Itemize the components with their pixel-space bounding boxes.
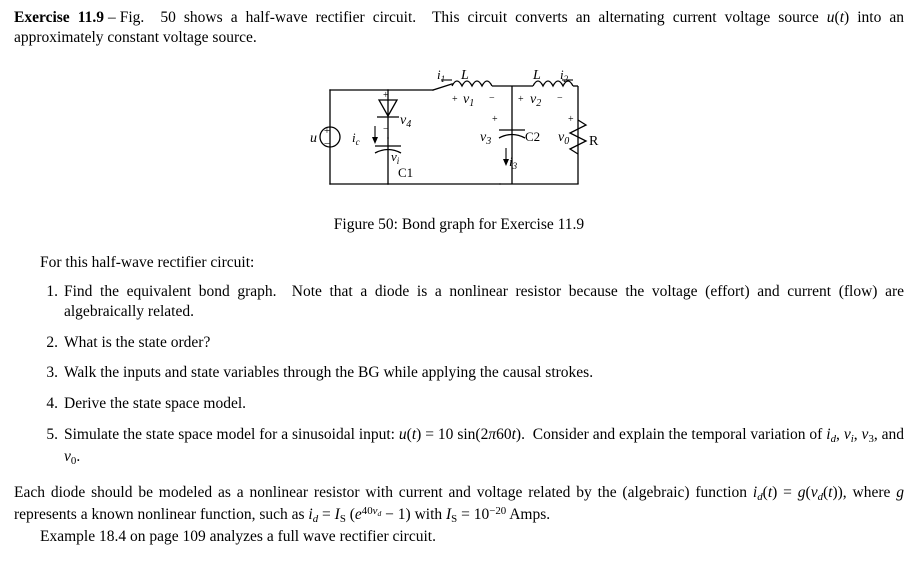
exercise-intro [14, 8, 904, 48]
closing-paragraph [14, 483, 904, 547]
intro-text: Fig. 50 shows a half-wave rectifier circuit. This circuit converts an alternating current voltage source u(t) into an approximately constant voltage source. [14, 9, 905, 46]
label-v4: $v_4$ [400, 113, 412, 130]
label-u: u [310, 131, 317, 146]
label-i2: $i_2$ [560, 67, 569, 84]
list-item [38, 282, 904, 322]
label-c2-plus: + [492, 114, 498, 125]
svg-text:+: + [323, 125, 331, 137]
label-ic: $i_c$ [352, 130, 360, 147]
label-v0: $v_0$ [558, 130, 570, 147]
source-polarity [324, 125, 330, 150]
list-item-number: 1. [46, 283, 58, 300]
circuit-svg [0, 62, 918, 212]
label-v1-minus: − [489, 93, 495, 104]
exercise-label: Exercise 11.9 [14, 9, 104, 26]
label-v1: $v_1$ [463, 92, 475, 109]
intro-dash: – [107, 9, 116, 26]
label-v2-minus: − [557, 93, 563, 104]
label-v3: $v_3$ [480, 130, 492, 147]
label-vi: $v_i$ [391, 149, 400, 166]
label-v2-plus: + [518, 94, 524, 105]
list-item-number: 4. [46, 395, 58, 413]
list-item [38, 394, 904, 414]
label-r: R [589, 134, 599, 149]
closing-line-3: Example 18.4 on page 109 analyzes a full wave rectifier circuit. [40, 527, 436, 545]
list-item-text: Derive the state space model. [64, 395, 247, 413]
list-item [38, 363, 904, 383]
label-i3: $i_3$ [509, 154, 518, 171]
label-l1: L [461, 68, 469, 83]
list-item-number: 3. [46, 364, 58, 382]
label-i1: $i_1$ [437, 67, 446, 84]
label-l2: L [533, 68, 541, 83]
label-diode-plus: + [383, 90, 389, 101]
label-v0-plus: + [568, 114, 574, 125]
svg-text:−: − [323, 138, 331, 150]
list-item [38, 425, 904, 469]
figure-labels [310, 67, 599, 180]
list-item-text: Simulate the state space model for a sinusoidal input: u(t) = 10 sin(2π60t). Consider and explain the temporal variation of $i_d$, $v_i$, $v_3$, and $v_0$. [64, 426, 905, 468]
label-c2: C2 [525, 129, 541, 144]
circuit-figure [0, 62, 918, 212]
list-item-text: Find the equivalent bond graph. Note that a diode is a nonlinear resistor because the voltage (effort) and current (flow) are algebraically related. [64, 283, 904, 320]
figure-caption: Figure 50: Bond graph for Exercise 11.9 [333, 216, 585, 233]
closing-line-1: Each diode should be modeled as a nonlinear resistor with current and voltage related by the (algebraic) function [14, 484, 748, 501]
list-item-text: What is the state order? [64, 333, 211, 351]
list-item-number: 2. [46, 333, 58, 351]
label-c1: C1 [398, 165, 414, 180]
list-item-text: Walk the inputs and state variables through the BG while applying the causal strokes. [64, 364, 594, 382]
label-diode-minus: − [383, 124, 389, 135]
closing-line-2: $i_d(t) = g(v_d(t))$, where g represents a known nonlinear function, such as $i_d = I_S$ $(e^{40v_d} - 1)$ with $I_S = 10^{-20}$ Amps. [14, 484, 905, 525]
list-item [38, 333, 904, 353]
label-v1-plus: + [452, 94, 458, 105]
list-item-number: 5. [46, 426, 58, 444]
lead-text: For this half-wave rectifier circuit: [40, 254, 255, 271]
label-v2: $v_2$ [530, 92, 542, 109]
questions-list [38, 282, 904, 480]
